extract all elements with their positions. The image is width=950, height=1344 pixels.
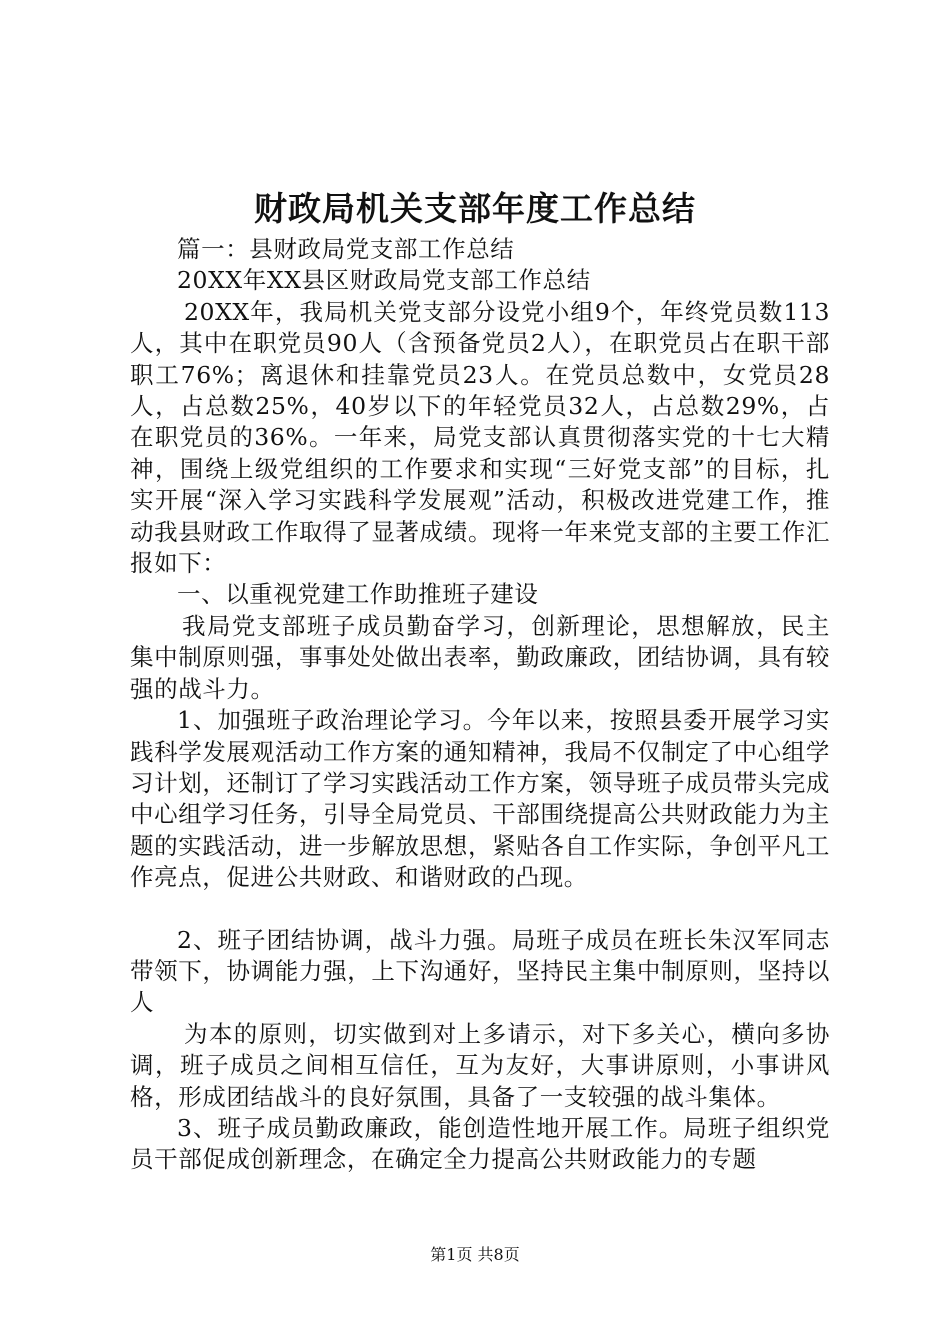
paragraph: 2、班子团结协调，战斗力强。局班子成员在班长朱汉军同志带领下，协调能力强，上下沟通好，坚持民主集中制原则，坚持以人 [130,925,830,1017]
document-title: 财政局机关支部年度工作总结 [254,189,696,228]
paragraph: 3、班子成员勤政廉政，能创造性地开展工作。局班子组织党员干部促成创新理念，在确定全力提高公共财政能力的专题 [130,1113,830,1174]
section-heading: 篇一：县财政局党支部工作总结 [177,235,515,263]
paragraph: 1、加强班子政治理论学习。今年以来，按照县委开展学习实践科学发展观活动工作方案的通知精神，我局不仅制定了中心组学习计划，还制订了学习实践活动工作方案，领导班子成员带头完成中心组学习任务，引导全局党员、干部围绕提高公共财政能力为主题的实践活动，进一步解放思想，紧贴各自工作实际，争创平凡工作亮点，促进公共财政、和谐财政的凸现。 [130,706,830,892]
paragraph-intro: 20XX年，我局机关党支部分设党小组9个，年终党员数113人，其中在职党员90人（含预备党员2人），在职党员占在职干部职工76%；离退休和挂靠党员23人。在党员总数中，女党员28人，占总数25%，40岁以下的年轻党员32人，占总数29%，占在职党员的36%。一年来，局党支部认真贯彻落实党的十七大精神，围绕上级党组织的工作要求和实现“三好党支部”的目标，扎实开展“深入学习实践科学发展观”活动，积极改进党建工作，推动我县财政工作取得了显著成绩。现将一年来党支部的主要工作汇报如下： [130,297,830,578]
section-heading: 一、以重视党建工作助推班子建设 [177,580,539,609]
document-body [130,234,830,1176]
paragraph: 我局党支部班子成员勤奋学习，创新理论，思想解放，民主集中制原则强，事事处处做出表率，勤政廉政，团结协调，具有较强的战斗力。 [130,611,830,703]
page-number: 第1页 共8页 [430,1245,520,1264]
sub-title: 20XX年XX县区财政局党支部工作总结 [177,266,591,295]
paragraph: 为本的原则，切实做到对上多请示，对下多关心，横向多协调，班子成员之间相互信任，互为友好，大事讲原则，小事讲风格，形成团结战斗的良好氛围，具备了一支较强的战斗集体。 [130,1019,830,1111]
